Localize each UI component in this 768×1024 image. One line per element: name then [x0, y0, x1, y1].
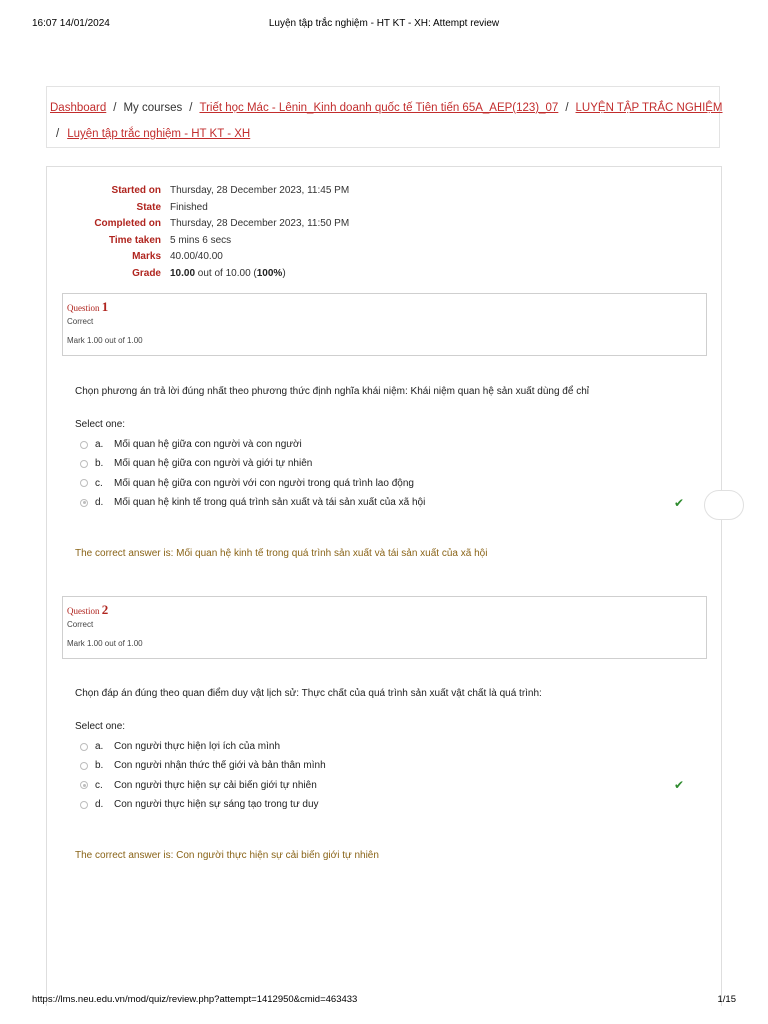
answer-list	[80, 435, 700, 512]
answer-option[interactable]	[80, 756, 700, 775]
summary-label: Time taken	[108, 234, 161, 246]
grade-value	[170, 266, 286, 283]
print-footer	[0, 994, 768, 1008]
answer-text: Mối quan hệ giữa con người và con người	[114, 439, 302, 451]
attempt-summary-table	[47, 183, 447, 283]
question-mark: Mark 1.00 out of 1.00	[67, 639, 143, 648]
summary-row-grade	[47, 266, 447, 283]
check-icon: ✔	[673, 778, 684, 793]
answer-list	[80, 737, 700, 814]
answer-option-selected[interactable]	[80, 493, 700, 512]
breadcrumb-line-2	[50, 121, 719, 147]
grade-out-of: out of 10.00 (	[195, 267, 257, 279]
summary-label: Grade	[132, 267, 161, 279]
summary-row-state	[47, 200, 447, 217]
answer-option-selected[interactable]	[80, 776, 700, 795]
answer-text: Con người thực hiện sự cải biến giới tự nhiên	[114, 779, 317, 791]
question-state: Correct	[67, 317, 94, 326]
radio-icon[interactable]	[80, 460, 88, 468]
answer-letter: c.	[95, 477, 103, 489]
summary-label: Started on	[111, 185, 161, 196]
answer-option[interactable]	[80, 454, 700, 473]
check-icon: ✔	[673, 495, 684, 510]
breadcrumb-dashboard-link[interactable]: Dashboard	[50, 102, 107, 114]
answer-letter: b.	[95, 760, 104, 772]
radio-icon[interactable]	[80, 762, 88, 770]
answer-text: Con người thực hiện lợi ích của mình	[114, 741, 281, 753]
print-page-number: 1/15	[717, 994, 736, 1005]
answer-letter: a.	[95, 439, 104, 451]
breadcrumb-quiz-link[interactable]: Luyện tập trắc nghiệm - HT KT - XH	[67, 128, 251, 140]
answer-letter: d.	[95, 799, 104, 811]
summary-row-started-on	[47, 183, 447, 200]
answer-text: Mối quan hệ kinh tế trong quá trình sản xuất và tái sản xuất của xã hội	[114, 497, 426, 509]
question-info	[62, 596, 707, 659]
select-one-label: Select one:	[75, 721, 126, 732]
summary-row-completed-on	[47, 216, 447, 233]
answer-option[interactable]	[80, 737, 700, 756]
question-info	[62, 293, 707, 356]
question-number: 2	[101, 602, 109, 617]
breadcrumb-course-link[interactable]: Triết học Mác - Lênin_Kinh doanh quốc tế Tiên tiến 65A_AEP(123)_07	[199, 102, 559, 114]
correct-answer-feedback: The correct answer is: Mối quan hệ kinh tế trong quá trình sản xuất và tái sản xuất của xã hội	[75, 548, 488, 559]
print-url: https://lms.neu.edu.vn/mod/quiz/review.php?attempt=1412950&cmid=463433	[32, 994, 358, 1005]
print-title: Luyện tập trắc nghiệm - HT KT - XH: Attempt review	[268, 18, 500, 29]
summary-label: Completed on	[94, 218, 161, 230]
breadcrumb-line-1	[50, 95, 723, 121]
radio-icon[interactable]	[80, 781, 88, 789]
breadcrumb-separator: /	[113, 102, 117, 114]
radio-icon[interactable]	[80, 743, 88, 751]
question-word: Question	[67, 303, 100, 313]
radio-icon[interactable]	[80, 441, 88, 449]
grade-score: 10.00	[170, 267, 196, 279]
answer-text: Con người nhận thức thế giới và bản thân mình	[114, 760, 326, 772]
summary-value: Thursday, 28 December 2023, 11:50 PM	[170, 218, 350, 230]
answer-option[interactable]	[80, 474, 700, 493]
quiz-navigation-toggle[interactable]	[704, 490, 744, 520]
summary-value: 5 mins 6 secs	[170, 234, 232, 246]
summary-row-marks	[47, 249, 447, 266]
grade-close: )	[282, 267, 286, 279]
question-mark: Mark 1.00 out of 1.00	[67, 336, 143, 345]
question-text: Chọn phương án trả lời đúng nhất theo phương thức định nghĩa khái niệm: Khái niệm quan hệ sản xuất dùng để chỉ	[75, 386, 589, 397]
correct-answer-feedback: The correct answer is: Con người thực hiện sự cải biến giới tự nhiên	[75, 850, 379, 861]
answer-text: Con người thực hiện sự sáng tạo trong tư duy	[114, 799, 319, 811]
answer-letter: d.	[95, 497, 104, 509]
breadcrumb	[46, 86, 723, 148]
summary-label: Marks	[132, 251, 161, 263]
answer-letter: c.	[95, 779, 103, 791]
answer-text: Mối quan hệ giữa con người với con người trong quá trình lao động	[114, 477, 414, 489]
radio-icon[interactable]	[80, 499, 88, 507]
radio-icon[interactable]	[80, 801, 88, 809]
breadcrumb-my-courses[interactable]: My courses	[123, 102, 183, 114]
question-title	[67, 299, 706, 316]
question-title	[67, 602, 706, 619]
radio-icon[interactable]	[80, 479, 88, 487]
answer-text: Mối quan hệ giữa con người và giới tự nhiên	[114, 458, 313, 470]
summary-value: 40.00/40.00	[170, 251, 223, 263]
answer-letter: a.	[95, 741, 104, 753]
question-state: Correct	[67, 620, 94, 629]
summary-value: Finished	[170, 201, 208, 213]
question-number: 1	[101, 299, 109, 314]
breadcrumb-separator: /	[56, 128, 60, 140]
summary-row-time-taken	[47, 233, 447, 250]
breadcrumb-separator: /	[189, 102, 193, 114]
question-word: Question	[67, 606, 100, 616]
breadcrumb-section-link[interactable]: LUYỆN TẬP TRẮC NGHIỆM	[575, 102, 723, 114]
select-one-label: Select one:	[75, 419, 126, 430]
answer-option[interactable]	[80, 795, 700, 814]
answer-letter: b.	[95, 458, 104, 470]
attempt-review-region	[46, 166, 722, 1006]
summary-label: State	[136, 201, 161, 213]
question-text: Chọn đáp án đúng theo quan điểm duy vật lịch sử: Thực chất của quá trình sản xuất vật chất là quá trình:	[75, 688, 542, 699]
breadcrumb-separator: /	[565, 102, 569, 114]
print-header	[0, 18, 768, 32]
grade-percent: 100%	[256, 267, 283, 279]
print-datetime: 16:07 14/01/2024	[32, 18, 110, 29]
answer-option[interactable]	[80, 435, 700, 454]
summary-value: Thursday, 28 December 2023, 11:45 PM	[170, 185, 350, 196]
